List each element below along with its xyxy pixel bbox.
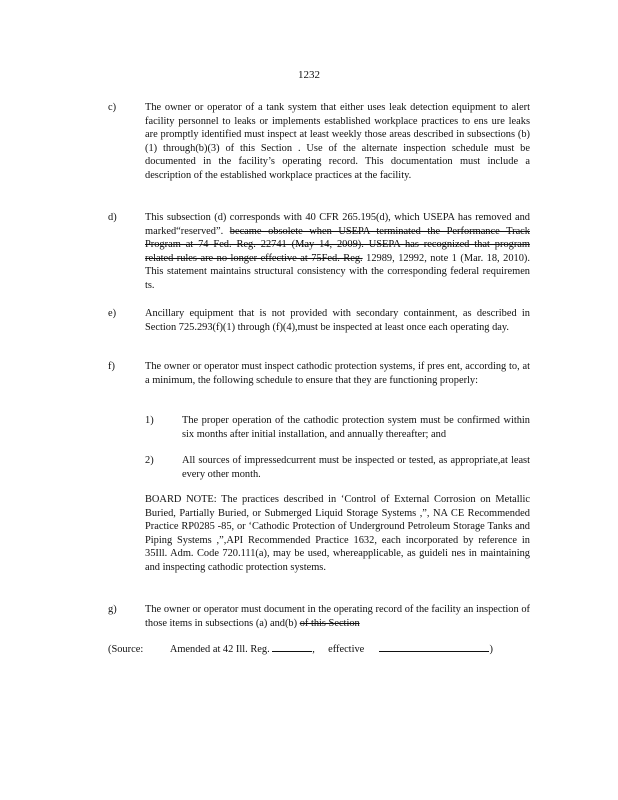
source-close: ): [489, 644, 493, 655]
paragraph-f-text: The owner or operator must inspect cathodic protection systems, if pres ent, according to, at a minimum, the following schedule to ensure that they are functioning properly:: [145, 361, 530, 386]
source-open: (Source:: [108, 644, 144, 655]
board-note: BOARD NOTE: The practices described in ‘Control of External Corrosion on Metallic Buried, Partially Buried, or Submerged Liquid Storage Systems ,”, NA CE Recommended Practice RP0285 -85, or ‘Cathodic Protection of Underground Petroleum Storage Tanks and Piping Systems ,”,API Recommended Practice 1632, each incorporated by reference in 35Ill. Adm. Code 720.111(a), may be used, whereapplicable, as guideli nes in maintaining and inspecting cathodic protection systems.: [145, 494, 530, 573]
source-line: (Source: Amended at 42 Ill. Reg. , effective ): [108, 644, 493, 655]
paragraph-d-text-before: This subsection (d) corresponds with 40 CFR 265.195(d), which USEPA has removed and marked“reserved”.: [145, 212, 530, 237]
paragraph-d-text-after: 12989, 12992, note 1 (Mar. 18, 2010). This statement maintains structural consistency with the corresponding federal requiremen ts.: [145, 252, 530, 291]
paragraph-g-text: [145, 603, 530, 630]
source-amended: Amended at 42 Ill. Reg.: [169, 644, 270, 655]
paragraph-d-struck-text: became obsolete when USEPA terminated the Performance Track Program at 74 Fed. Reg. 22741 (May 14, 2009). USEPA has recognized that program related rules are no longer effective at 75Fed. Reg.: [145, 225, 530, 264]
effective-date-blank: [379, 642, 489, 652]
register-page-blank: [272, 642, 312, 652]
paragraph-e-label: e): [108, 308, 117, 319]
paragraph-d-label: d): [108, 212, 117, 223]
subitem-f-2-text: All sources of impressedcurrent must be inspected or tested, as appropriate,at least every other month.: [182, 455, 530, 480]
subitem-f-1-label: 1): [145, 415, 154, 426]
subitem-f-2-label: 2): [145, 455, 154, 466]
paragraph-g-label: g): [108, 604, 117, 615]
paragraph-g-text-before: The owner or operator must document in the operating record of the facility an inspection of those items in subsections (a) and(b): [145, 604, 530, 629]
paragraph-e-text: Ancillary equipment that is not provided with secondary containment, as described in Section 725.293(f)(1) through (f)(4),must be inspected at least once each operating day.: [145, 308, 530, 333]
paragraph-f-label: f): [108, 361, 115, 372]
source-effective: effective: [328, 644, 365, 655]
subitem-f-1-text: The proper operation of the cathodic protection system must be confirmed within six months after initial installation, and annually thereafter; and: [182, 415, 530, 440]
paragraph-c-label: c): [108, 102, 117, 113]
paragraph-c-text: The owner or operator of a tank system that either uses leak detection equipment to alert facility personnel to leaks or implements established workplace practices to ens ure leaks are promptly identified must inspect at least weekly those areas described in subsections (b)(1) through(b)(3) of this Section . Use of the alternate inspection schedule must be documented in the facility’s operating record. This documentation must include a description of the established workplace practices at the facility.: [145, 102, 530, 181]
paragraph-g-struck-text: of this Section: [299, 617, 360, 629]
page-number: 1232: [298, 69, 320, 81]
paragraph-d-text: [145, 211, 530, 293]
